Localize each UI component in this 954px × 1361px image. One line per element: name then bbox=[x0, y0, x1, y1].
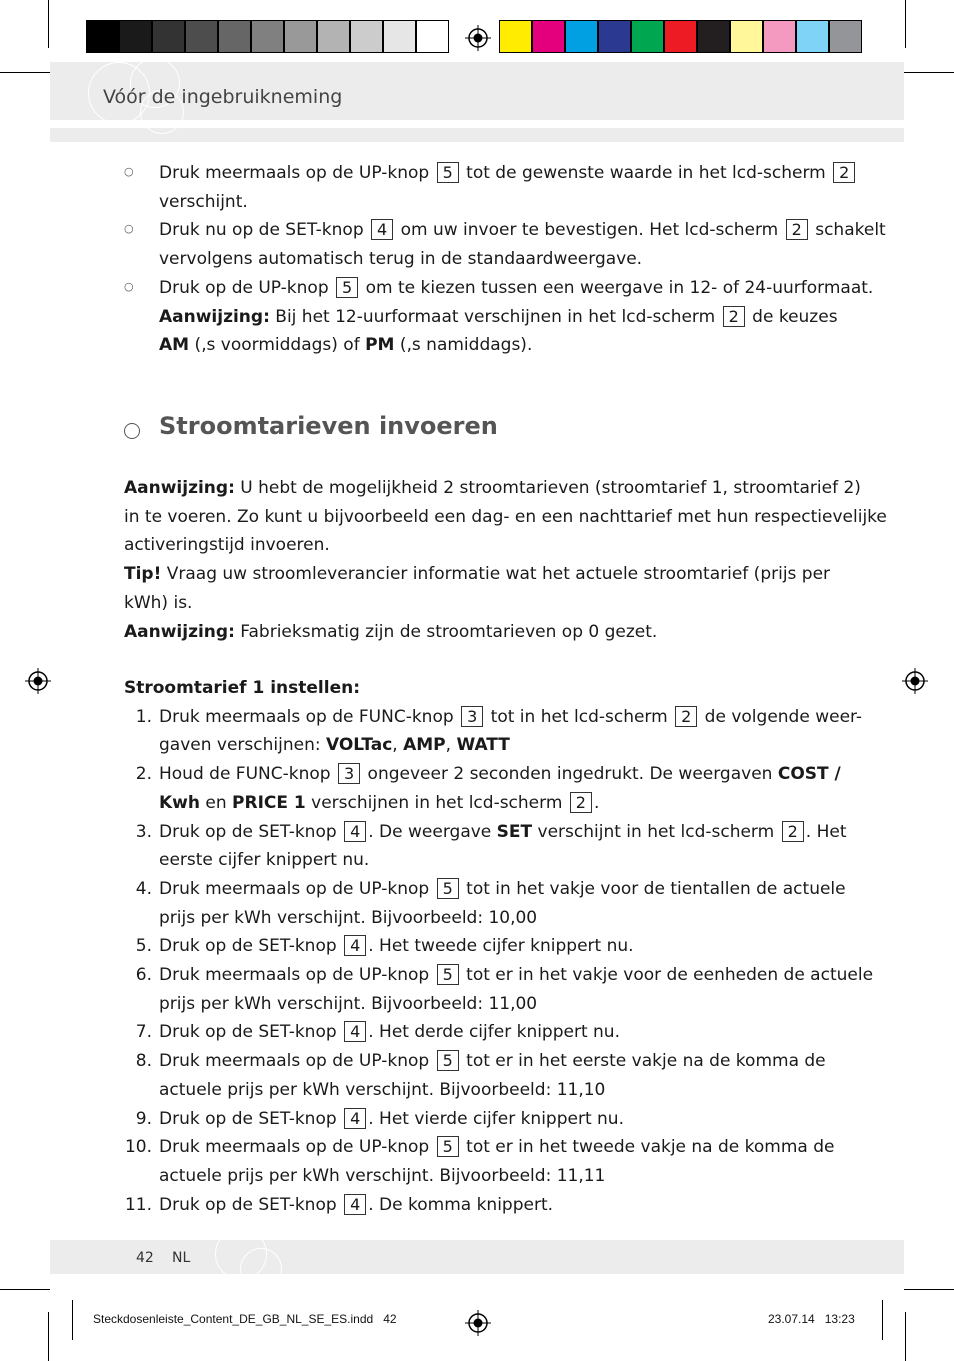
note-paragraph bbox=[124, 618, 657, 647]
color-swatch bbox=[317, 20, 350, 53]
color-swatch bbox=[152, 20, 185, 53]
color-swatch bbox=[383, 20, 416, 53]
decorative-circle bbox=[240, 1248, 282, 1290]
crop-mark bbox=[72, 1300, 73, 1340]
reference-number-box: 3 bbox=[461, 706, 483, 727]
text-line: Druk op de UP-knop 5 om te kiezen tussen een weergave in 12- of 24-uurformaat. bbox=[159, 277, 874, 298]
bold-term: Kwh bbox=[159, 792, 200, 813]
slug-filename bbox=[93, 1312, 397, 1326]
reference-number-box: 2 bbox=[675, 706, 697, 727]
reference-number-box: 5 bbox=[336, 277, 358, 298]
text-line: Druk op de SET-knop 4 . De weergave SET verschijnt in het lcd-scherm 2 . Het bbox=[159, 821, 847, 842]
color-swatch bbox=[251, 20, 284, 53]
color-swatch bbox=[796, 20, 829, 53]
page-header-title: Vóór de ingebruikneming bbox=[103, 86, 343, 108]
step-number: 5. bbox=[135, 936, 152, 957]
step-number: 10. bbox=[124, 1137, 152, 1158]
step-item bbox=[159, 1105, 624, 1134]
reference-number-box: 2 bbox=[786, 219, 808, 240]
reference-number-box: 3 bbox=[338, 763, 360, 784]
text-line: activeringstijd invoeren. bbox=[124, 535, 330, 556]
text-line: in te voeren. Zo kunt u bijvoorbeeld een dag- en een nachttarief met hun respectievelijke bbox=[124, 506, 887, 527]
text-line: Druk op de SET-knop 4 . Het tweede cijfer knippert nu. bbox=[159, 936, 634, 957]
crop-mark bbox=[0, 72, 50, 73]
step-item bbox=[159, 932, 634, 961]
process-color-bar bbox=[499, 20, 862, 53]
text-line: Druk meermaals op de UP-knop 5 tot de gewenste waarde in het lcd-scherm 2 bbox=[159, 163, 857, 183]
color-swatch bbox=[218, 20, 251, 53]
bold-term: AMP bbox=[403, 735, 446, 756]
bold-term: Aanwijzing: bbox=[159, 306, 270, 327]
step-item bbox=[159, 703, 862, 760]
color-swatch bbox=[598, 20, 631, 53]
reference-number-box: 5 bbox=[437, 878, 459, 899]
step-number: 2. bbox=[135, 764, 152, 785]
step-number: 4. bbox=[135, 878, 152, 899]
text-line: Druk meermaals op de UP-knop 5 tot er in het vakje voor de eenheden de actuele bbox=[159, 965, 874, 985]
step-number: 1. bbox=[135, 706, 152, 727]
text-line: Houd de FUNC-knop 3 ongeveer 2 seconden ingedrukt. De weergaven COST / bbox=[159, 764, 841, 785]
step-item bbox=[159, 1047, 826, 1104]
color-swatch bbox=[499, 20, 532, 53]
reference-number-box: 2 bbox=[782, 821, 804, 842]
section-bullet-icon bbox=[124, 423, 140, 439]
color-swatch bbox=[119, 20, 152, 53]
registration-mark-icon bbox=[902, 668, 928, 694]
bold-term: Tip! bbox=[124, 564, 162, 585]
crop-mark bbox=[48, 0, 49, 48]
step-number: 3. bbox=[135, 821, 152, 842]
language-code: NL bbox=[172, 1250, 191, 1266]
slug-time: 13:23 bbox=[824, 1312, 855, 1326]
note-paragraph bbox=[124, 474, 887, 560]
bold-term: Aanwijzing: bbox=[124, 621, 235, 642]
bullet-item bbox=[159, 274, 873, 360]
color-swatch bbox=[565, 20, 598, 53]
bullet-icon: ○ bbox=[124, 222, 134, 236]
reference-number-box: 4 bbox=[344, 1021, 366, 1042]
bold-term: VOLTac bbox=[325, 735, 393, 756]
color-swatch bbox=[697, 20, 730, 53]
bold-term: PM bbox=[365, 335, 395, 356]
step-item bbox=[159, 1133, 835, 1190]
header-divider bbox=[50, 128, 904, 142]
reference-number-box: 2 bbox=[833, 162, 855, 183]
reference-number-box: 5 bbox=[437, 1050, 459, 1071]
bullet-item bbox=[159, 216, 886, 273]
reference-number-box: 4 bbox=[344, 1194, 366, 1215]
text-line: Druk op de SET-knop 4 . De komma knippert. bbox=[159, 1194, 554, 1215]
text-line: actuele prijs per kWh verschijnt. Bijvoorbeeld: 11,10 bbox=[159, 1079, 606, 1100]
registration-mark-icon bbox=[25, 668, 51, 694]
step-number: 8. bbox=[135, 1051, 152, 1072]
color-swatch bbox=[829, 20, 862, 53]
text-line: vervolgens automatisch terug in de standaardweergave. bbox=[159, 249, 643, 270]
reference-number-box: 4 bbox=[344, 821, 366, 842]
text-line: kWh) is. bbox=[124, 592, 193, 613]
text-line: Aanwijzing: U hebt de mogelijkheid 2 stroomtarieven (stroomtarief 1, stroomtarief 2) bbox=[124, 478, 861, 498]
text-line: AM (‚s voormiddags) of PM (‚s namiddags). bbox=[159, 335, 533, 356]
text-line: actuele prijs per kWh verschijnt. Bijvoorbeeld: 11,11 bbox=[159, 1165, 606, 1186]
slug-date: 23.07.14 bbox=[768, 1312, 815, 1326]
text-line: Kwh en PRICE 1 verschijnen in het lcd-scherm 2 . bbox=[159, 792, 600, 813]
crop-mark bbox=[904, 72, 954, 73]
step-number: 11. bbox=[124, 1194, 152, 1215]
registration-mark-icon bbox=[465, 1310, 491, 1336]
bold-term: Aanwijzing: bbox=[124, 478, 235, 498]
reference-number-box: 4 bbox=[371, 219, 393, 240]
bold-term: WATT bbox=[456, 735, 510, 756]
text-line: verschijnt. bbox=[159, 191, 248, 212]
color-swatch bbox=[185, 20, 218, 53]
reference-number-box: 4 bbox=[344, 935, 366, 956]
reference-number-box: 5 bbox=[437, 1136, 459, 1157]
step-item bbox=[159, 818, 847, 875]
text-line: Druk meermaals op de UP-knop 5 tot in het vakje voor de tientallen de actuele bbox=[159, 878, 846, 899]
color-swatch bbox=[86, 20, 119, 53]
reference-number-box: 5 bbox=[437, 162, 459, 183]
text-line: Druk meermaals op de UP-knop 5 tot er in het eerste vakje na de komma de bbox=[159, 1051, 826, 1072]
text-line: prijs per kWh verschijnt. Bijvoorbeeld: 11,00 bbox=[159, 993, 538, 1014]
text-line: eerste cijfer knippert nu. bbox=[159, 850, 370, 871]
step-number: 9. bbox=[135, 1108, 152, 1129]
color-swatch bbox=[416, 20, 449, 53]
reference-number-box: 5 bbox=[437, 964, 459, 985]
text-line: Aanwijzing: Bij het 12-uurformaat verschijnen in het lcd-scherm 2 de keuzes bbox=[159, 306, 838, 327]
slug-timestamp bbox=[768, 1312, 855, 1326]
step-item bbox=[159, 760, 841, 817]
bold-term: SET bbox=[496, 821, 533, 842]
page-number: 42 bbox=[136, 1250, 154, 1266]
bold-term: COST / bbox=[777, 764, 841, 785]
step-number: 7. bbox=[135, 1022, 152, 1043]
crop-mark bbox=[48, 1312, 49, 1361]
section-title: Stroomtarieven invoeren bbox=[159, 412, 498, 440]
note-paragraph bbox=[124, 560, 830, 617]
step-number: 6. bbox=[135, 965, 152, 985]
bullet-item bbox=[159, 159, 857, 216]
text-line: Druk op de SET-knop 4 . Het vierde cijfer knippert nu. bbox=[159, 1108, 624, 1129]
step-item bbox=[159, 961, 873, 1018]
step-item bbox=[159, 1191, 553, 1220]
color-swatch bbox=[730, 20, 763, 53]
crop-mark bbox=[0, 1289, 50, 1290]
slug-page: 42 bbox=[383, 1312, 397, 1326]
bold-term: AM bbox=[159, 335, 190, 356]
bullet-icon: ○ bbox=[124, 165, 134, 178]
step-item bbox=[159, 1018, 620, 1047]
text-line: prijs per kWh verschijnt. Bijvoorbeeld: 10,00 bbox=[159, 907, 538, 928]
reference-number-box: 2 bbox=[723, 306, 745, 327]
text-line: Druk meermaals op de FUNC-knop 3 tot in het lcd-scherm 2 de volgende weer- bbox=[159, 706, 863, 727]
crop-mark bbox=[905, 0, 906, 48]
subheading: Stroomtarief 1 instellen: bbox=[124, 678, 361, 698]
reference-number-box: 4 bbox=[344, 1108, 366, 1129]
color-swatch bbox=[631, 20, 664, 53]
text-line: Druk nu op de SET-knop 4 om uw invoer te bevestigen. Het lcd-scherm 2 schakelt bbox=[159, 220, 886, 241]
reference-number-box: 2 bbox=[570, 792, 592, 813]
crop-mark bbox=[904, 1289, 954, 1290]
slug-file: Steckdosenleiste_Content_DE_GB_NL_SE_ES.indd bbox=[93, 1312, 374, 1326]
bullet-icon: ○ bbox=[124, 279, 134, 293]
color-swatch bbox=[664, 20, 697, 53]
text-line: Druk meermaals op de UP-knop 5 tot er in het tweede vakje na de komma de bbox=[159, 1137, 835, 1158]
text-line: Druk op de SET-knop 4 . Het derde cijfer knippert nu. bbox=[159, 1022, 620, 1043]
color-swatch bbox=[284, 20, 317, 53]
step-item bbox=[159, 875, 846, 932]
crop-mark bbox=[882, 1300, 883, 1340]
crop-mark bbox=[905, 1312, 906, 1361]
color-swatch bbox=[532, 20, 565, 53]
text-line: Aanwijzing: Fabrieksmatig zijn de stroomtarieven op 0 gezet. bbox=[124, 621, 658, 642]
bold-term: PRICE 1 bbox=[232, 792, 306, 813]
text-line: Tip! Vraag uw stroomleverancier informatie wat het actuele stroomtarief (prijs per bbox=[124, 564, 831, 585]
color-swatch bbox=[350, 20, 383, 53]
gray-color-bar bbox=[86, 20, 449, 53]
color-swatch bbox=[763, 20, 796, 53]
registration-mark-icon bbox=[465, 25, 491, 51]
text-line: gaven verschijnen: VOLTac, AMP, WATT bbox=[159, 735, 510, 756]
